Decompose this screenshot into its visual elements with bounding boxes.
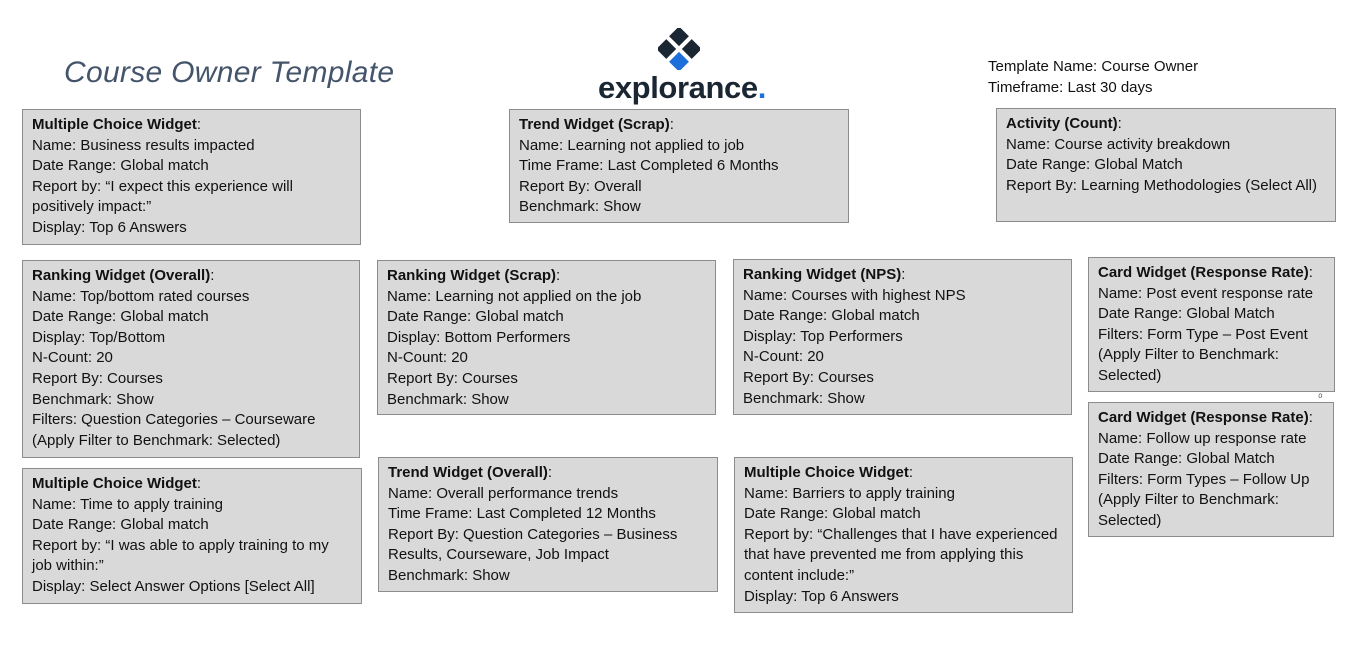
widget-line: Display: Top Performers bbox=[743, 327, 903, 345]
widget-line: Name: Post event response rate bbox=[1098, 284, 1314, 302]
widget-line: Report by: “Challenges that I have experienced that have prevented me from applying this content include:” bbox=[744, 525, 1058, 584]
widget-box-card-post-event bbox=[1088, 257, 1335, 392]
widget-line: Benchmark: Show bbox=[32, 390, 154, 408]
widget-line: Name: Overall performance trends bbox=[388, 484, 619, 502]
widget-line: Name: Learning not applied on the job bbox=[387, 287, 642, 305]
widget-line: Report By: Overall bbox=[519, 177, 642, 195]
widget-line: Filters: Form Type – Post Event (Apply Filter to Benchmark: Selected) bbox=[1098, 325, 1308, 384]
widget-heading: Card Widget (Response Rate): bbox=[1098, 264, 1313, 281]
widget-heading: Trend Widget (Overall): bbox=[388, 464, 553, 481]
widget-line: Display: Top 6 Answers bbox=[744, 587, 899, 605]
widget-line: Name: Follow up response rate bbox=[1098, 429, 1307, 447]
widget-box-mc-business-results bbox=[22, 109, 361, 245]
widget-heading: Multiple Choice Widget: bbox=[32, 116, 202, 133]
logo-wordmark: explorance. bbox=[598, 70, 766, 105]
widget-line: Report By: Question Categories – Business Results, Courseware, Job Impact bbox=[388, 525, 678, 564]
widget-line: Benchmark: Show bbox=[387, 390, 509, 408]
template-meta bbox=[988, 56, 1198, 98]
widget-box-card-follow-up bbox=[1088, 402, 1334, 537]
widget-line: Date Range: Global match bbox=[32, 516, 209, 534]
widget-line: Benchmark: Show bbox=[388, 566, 510, 584]
widget-heading: Activity (Count): bbox=[1006, 115, 1122, 132]
widget-line: Time Frame: Last Completed 12 Months bbox=[388, 505, 656, 523]
widget-heading: Multiple Choice Widget: bbox=[744, 464, 914, 481]
widget-line: Date Range: Global Match bbox=[1006, 156, 1183, 174]
stray-marker: ₀ bbox=[1318, 388, 1323, 400]
widget-line: Name: Learning not applied to job bbox=[519, 136, 745, 154]
widget-box-trend-scrap bbox=[509, 109, 849, 223]
widget-line: Filters: Form Types – Follow Up (Apply Filter to Benchmark: Selected) bbox=[1098, 470, 1310, 529]
widget-line: Benchmark: Show bbox=[743, 389, 865, 407]
explorance-logo bbox=[598, 28, 768, 108]
widget-heading: Multiple Choice Widget: bbox=[32, 475, 202, 492]
widget-line: Report By: Courses bbox=[743, 368, 874, 386]
widget-line: Name: Barriers to apply training bbox=[744, 484, 955, 502]
widget-heading: Trend Widget (Scrap): bbox=[519, 116, 674, 133]
widget-box-mc-time-to-apply bbox=[22, 468, 362, 604]
widget-line: Display: Select Answer Options [Select All] bbox=[32, 577, 315, 595]
widget-line: Report By: Courses bbox=[387, 369, 518, 387]
widget-line: N-Count: 20 bbox=[32, 349, 113, 367]
widget-heading: Ranking Widget (NPS): bbox=[743, 266, 906, 283]
timeframe: Timeframe: Last 30 days bbox=[988, 79, 1153, 96]
widget-line: Date Range: Global match bbox=[743, 307, 920, 325]
widget-box-trend-overall bbox=[378, 457, 718, 592]
widget-box-ranking-nps bbox=[733, 259, 1072, 415]
widget-line: Report by: “I was able to apply training to my job within:” bbox=[32, 536, 329, 575]
widget-line: Benchmark: Show bbox=[519, 198, 641, 216]
widget-box-mc-barriers bbox=[734, 457, 1073, 613]
widget-box-activity-count bbox=[996, 108, 1336, 222]
widget-line: Name: Top/bottom rated courses bbox=[32, 287, 250, 305]
widget-line: Name: Business results impacted bbox=[32, 136, 255, 154]
widget-line: N-Count: 20 bbox=[387, 349, 468, 367]
widget-line: Date Range: Global match bbox=[744, 505, 921, 523]
widget-line: Date Range: Global match bbox=[387, 308, 564, 326]
widget-line: Time Frame: Last Completed 6 Months bbox=[519, 157, 779, 175]
widget-box-ranking-overall bbox=[22, 260, 360, 458]
widget-line: Name: Course activity breakdown bbox=[1006, 135, 1231, 153]
widget-line: Date Range: Global Match bbox=[1098, 305, 1275, 323]
widget-heading: Card Widget (Response Rate): bbox=[1098, 409, 1313, 426]
widget-line: Date Range: Global match bbox=[32, 157, 209, 175]
widget-line: Report by: “I expect this experience will positively impact:” bbox=[32, 177, 293, 216]
widget-line: Display: Top/Bottom bbox=[32, 328, 166, 346]
widget-heading: Ranking Widget (Scrap): bbox=[387, 267, 561, 284]
widget-line: Report By: Courses bbox=[32, 369, 163, 387]
logo-mark-icon bbox=[658, 28, 700, 70]
widget-line: Report By: Learning Methodologies (Select All) bbox=[1006, 176, 1318, 194]
widget-line: Display: Top 6 Answers bbox=[32, 218, 187, 236]
page-title: Course Owner Template bbox=[64, 56, 395, 89]
widget-line: Date Range: Global Match bbox=[1098, 450, 1275, 468]
widget-line: Name: Courses with highest NPS bbox=[743, 286, 966, 304]
widget-line: Display: Bottom Performers bbox=[387, 328, 571, 346]
widget-heading: Ranking Widget (Overall): bbox=[32, 267, 215, 284]
widget-line: N-Count: 20 bbox=[743, 348, 824, 366]
template-name: Template Name: Course Owner bbox=[988, 58, 1199, 75]
widget-line: Name: Time to apply training bbox=[32, 495, 223, 513]
widget-box-ranking-scrap bbox=[377, 260, 716, 415]
widget-line: Date Range: Global match bbox=[32, 308, 209, 326]
widget-line: Filters: Question Categories – Courseware (Apply Filter to Benchmark: Selected) bbox=[32, 411, 316, 449]
